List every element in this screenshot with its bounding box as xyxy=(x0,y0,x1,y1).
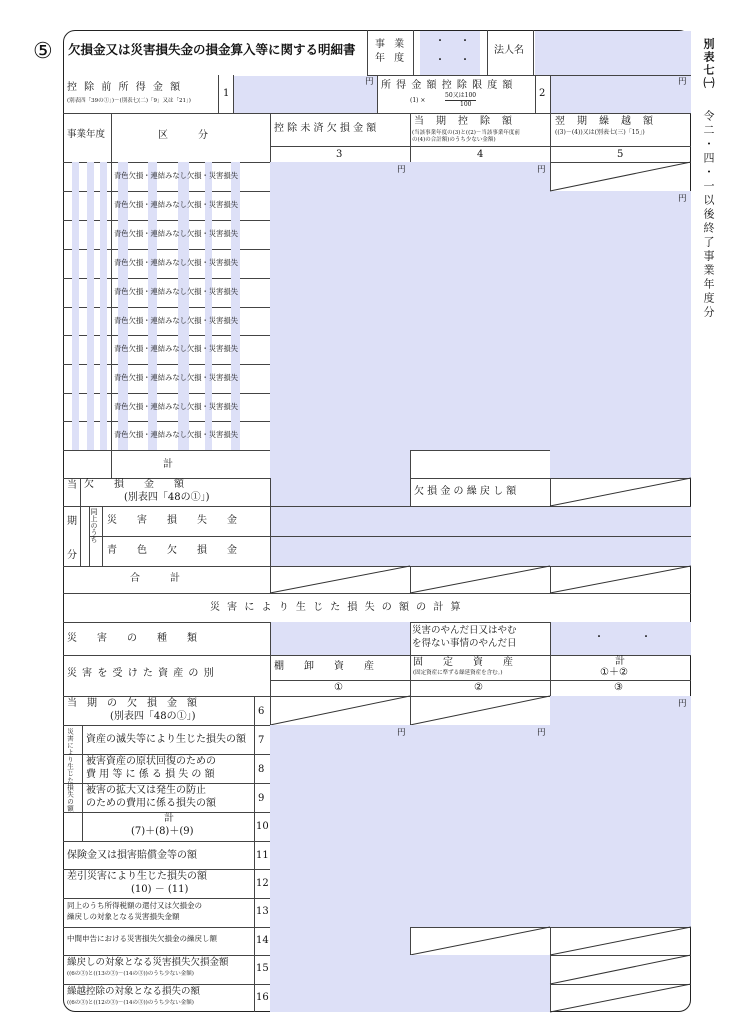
loss-row-label: 青色欠損・連結みなし欠損・災害損失 xyxy=(114,200,239,209)
input-cell[interactable] xyxy=(410,898,550,927)
year-input[interactable] xyxy=(72,249,79,278)
input-cell[interactable] xyxy=(270,364,410,393)
h-rule xyxy=(270,146,691,147)
col-2-label: ② xyxy=(474,682,483,693)
year-input[interactable] xyxy=(100,220,107,249)
v-rule xyxy=(254,696,255,1012)
current-tou: 当 xyxy=(67,480,77,491)
sum-label: 計 xyxy=(615,656,625,667)
diagonal-slash xyxy=(550,955,691,984)
row8-no: 8 xyxy=(258,764,265,775)
input-cell[interactable] xyxy=(550,898,691,927)
input-cell[interactable] xyxy=(550,393,691,421)
row16-no: 16 xyxy=(256,992,269,1003)
row8-sub: 費 用 等 に 係 る 損 失 の 額 xyxy=(86,769,215,780)
end-date-label: 災害のやんだ日又はやむ xyxy=(412,625,517,636)
form-title: 欠損金又は災害損失金の損金算入等に関する明細書 xyxy=(68,42,356,57)
input-cell[interactable] xyxy=(410,421,550,450)
input-cell[interactable] xyxy=(410,393,550,421)
row12-no: 12 xyxy=(256,878,269,889)
input-cell[interactable] xyxy=(270,249,410,278)
row10-no: 10 xyxy=(256,821,269,832)
input-cell[interactable] xyxy=(410,191,550,220)
col-category-header: 区 分 xyxy=(158,130,208,141)
year-input[interactable] xyxy=(100,307,107,335)
input-cell[interactable] xyxy=(550,249,691,278)
diagonal-slash xyxy=(550,927,691,955)
disaster-kind-label: 災 害 の 種 類 xyxy=(67,633,197,644)
side-form-label: 別表七㈠ xyxy=(702,38,715,90)
h-rule xyxy=(82,783,254,784)
year-input[interactable] xyxy=(100,191,107,220)
loss-row-label: 青色欠損・連結みなし欠損・災害損失 xyxy=(114,171,239,180)
input-cell[interactable] xyxy=(410,984,550,1012)
input-cell[interactable] xyxy=(270,955,410,984)
disaster-section-title: 災 害 に よ り 生 じ た 損 失 の 額 の 計 算 xyxy=(210,602,463,613)
input-cell[interactable] xyxy=(270,478,410,506)
year-input[interactable] xyxy=(87,335,94,364)
col-3-label: ③ xyxy=(614,682,623,693)
income-before-sub: (別表四「39の①」)－(別表七(二)「9」又は「21」) xyxy=(67,98,191,104)
income-before-input[interactable] xyxy=(233,76,377,113)
row16-label: 繰越控除の対象となる損失の額 xyxy=(67,986,201,997)
h-rule xyxy=(63,655,691,656)
input-cell[interactable] xyxy=(550,450,691,478)
refund-label: 欠 損 金 の 繰 戻 し 額 xyxy=(414,486,517,497)
row12-label: 差引災害により生じた損失の額 xyxy=(67,871,207,882)
input-cell[interactable] xyxy=(410,249,550,278)
input-cell[interactable] xyxy=(270,622,410,655)
input-cell[interactable] xyxy=(550,364,691,393)
v-rule xyxy=(233,75,234,113)
limit-amount-input[interactable] xyxy=(550,76,691,113)
h-rule xyxy=(82,754,254,755)
year-input[interactable] xyxy=(87,220,94,249)
limit-num: 50又は100 xyxy=(445,92,477,99)
row13-label: 同上のうち所得税額の還付又は欠損金の xyxy=(67,901,202,910)
diagonal-slash xyxy=(410,927,550,955)
row15-no: 15 xyxy=(256,963,269,974)
year-input[interactable] xyxy=(87,162,94,191)
corp-name-input[interactable] xyxy=(535,31,691,76)
v-rule xyxy=(102,506,103,566)
row11-no: 11 xyxy=(256,850,269,861)
input-cell[interactable] xyxy=(270,393,410,421)
h-rule xyxy=(89,536,691,537)
input-cell[interactable] xyxy=(550,307,691,335)
input-cell[interactable] xyxy=(550,421,691,450)
fixed-sub: (固定資産に準ずる繰延資産を含む。) xyxy=(413,670,503,676)
v-rule xyxy=(413,30,414,75)
row13-no: 13 xyxy=(256,906,269,917)
col3-number: 3 xyxy=(336,149,343,160)
col-year-header: 事業年度 xyxy=(67,129,106,140)
current-ki: 期 xyxy=(67,516,77,527)
row6-label: 当 期 の 欠 損 金 額 xyxy=(67,698,197,709)
input-cell[interactable] xyxy=(270,506,410,536)
input-cell[interactable] xyxy=(410,536,691,566)
asset-kind-label: 災 害 を 受 け た 資 産 の 別 xyxy=(67,668,215,679)
col4-sub1: (当該事業年度の(3)と((2)－当該事業年度前 xyxy=(412,130,520,136)
fy-sep-3: ・ xyxy=(435,55,445,66)
loss-row-label: 青色欠損・連結みなし欠損・災害損失 xyxy=(114,430,239,439)
saigai-loss-label: 災 害 損 失 金 xyxy=(107,515,237,526)
year-input[interactable] xyxy=(87,249,94,278)
col5-number: 5 xyxy=(617,149,624,160)
year-input[interactable] xyxy=(87,191,94,220)
row14-no: 14 xyxy=(256,935,269,946)
col4-sub2: の(4)の合計額)のうち少ない金額) xyxy=(412,137,496,143)
yen-unit: 円 xyxy=(678,194,687,204)
input-cell[interactable] xyxy=(410,307,550,335)
input-cell[interactable] xyxy=(550,191,691,220)
col5-sub: ((3)－(4))又は(別表七(三)「15」) xyxy=(555,129,645,136)
row6-no: 6 xyxy=(258,706,265,717)
input-cell[interactable] xyxy=(270,812,410,841)
loss-row-label: 青色欠損・連結みなし欠損・災害損失 xyxy=(114,402,239,411)
row9-no: 9 xyxy=(258,793,265,804)
input-cell[interactable] xyxy=(270,421,410,450)
input-cell[interactable] xyxy=(410,783,550,812)
input-cell[interactable] xyxy=(550,278,691,307)
yen-unit: 円 xyxy=(678,77,687,87)
input-cell[interactable] xyxy=(270,191,410,220)
year-input[interactable] xyxy=(100,393,107,421)
row7-label: 資産の滅失等により生じた損失の額 xyxy=(86,734,246,745)
loss-row-label: 青色欠損・連結みなし欠損・災害損失 xyxy=(114,258,239,267)
row9-label: 被害の拡大又は発生の防止 xyxy=(86,785,206,796)
year-input[interactable] xyxy=(100,364,107,393)
year-input[interactable] xyxy=(87,307,94,335)
limit-formula: (1) × xyxy=(410,97,426,104)
input-cell[interactable] xyxy=(410,812,550,841)
input-cell[interactable] xyxy=(270,536,410,566)
input-cell[interactable] xyxy=(550,622,691,655)
diagonal-slash xyxy=(550,162,691,191)
v-rule xyxy=(533,30,534,75)
loss-row-label: 青色欠損・連結みなし欠損・災害損失 xyxy=(114,316,239,325)
h-rule xyxy=(63,113,691,114)
yen-unit: 円 xyxy=(678,699,687,709)
input-cell[interactable] xyxy=(270,984,410,1012)
aoiro-loss-label: 青 色 欠 損 金 xyxy=(107,545,237,556)
input-cell[interactable] xyxy=(270,754,410,783)
loss-row-label: 青色欠損・連結みなし欠損・災害損失 xyxy=(114,229,239,238)
end-date-label-2: を得ない事情のやんだ日 xyxy=(412,638,517,649)
v-rule xyxy=(367,30,368,75)
h-rule xyxy=(270,680,691,681)
row10-sub: (7)＋(8)＋(9) xyxy=(131,826,194,837)
fiscal-year-input[interactable] xyxy=(420,31,480,76)
goukei-label: 合 計 xyxy=(130,573,180,584)
yen-unit: 円 xyxy=(537,728,546,738)
row-no-1: 1 xyxy=(223,88,230,99)
year-input[interactable] xyxy=(72,421,79,450)
input-cell[interactable] xyxy=(410,841,550,869)
input-cell[interactable] xyxy=(550,841,691,869)
form-number: ⑤ xyxy=(33,39,53,64)
diagonal-slash xyxy=(410,566,550,593)
year-input[interactable] xyxy=(100,249,107,278)
v-rule xyxy=(487,30,488,75)
diagonal-slash xyxy=(410,696,550,725)
v-rule xyxy=(111,113,112,478)
diagonal-slash xyxy=(550,984,691,1012)
year-input[interactable] xyxy=(72,162,79,191)
input-cell[interactable] xyxy=(550,696,691,725)
input-cell[interactable] xyxy=(410,725,550,754)
col-1-label: ① xyxy=(334,682,343,693)
input-cell[interactable] xyxy=(410,955,550,984)
year-input[interactable] xyxy=(72,364,79,393)
input-cell[interactable] xyxy=(550,725,691,754)
kesson-label: 欠 損 金 額 xyxy=(84,479,184,490)
input-cell[interactable] xyxy=(270,335,410,364)
doujou-label: 同上のうち xyxy=(90,508,98,543)
input-cell[interactable] xyxy=(550,812,691,841)
v-rule xyxy=(377,75,378,113)
year-input[interactable] xyxy=(100,162,107,191)
row6-sub: (別表四「48の①」) xyxy=(110,711,196,722)
row15-sub: ((6の③)と((13の③)－(14の③))のうち少ない金額) xyxy=(67,971,194,977)
row11-label: 保険金又は損害賠償金等の額 xyxy=(67,850,197,861)
row9-sub: のための費用に係る損失の額 xyxy=(86,798,216,809)
sum-formula: ①＋② xyxy=(600,667,628,678)
input-cell[interactable] xyxy=(410,335,550,364)
kesson-sub: (別表四「48の①」) xyxy=(124,492,210,503)
input-cell[interactable] xyxy=(270,725,410,754)
v-rule xyxy=(550,75,551,113)
inventory-label: 棚 卸 資 産 xyxy=(274,661,374,672)
input-cell[interactable] xyxy=(270,783,410,812)
h-rule xyxy=(63,506,691,507)
year-input[interactable] xyxy=(87,278,94,307)
input-cell[interactable] xyxy=(550,335,691,364)
input-cell[interactable] xyxy=(270,220,410,249)
row15-label: 繰戻しの対象となる災害損失欠損金額 xyxy=(67,957,229,968)
row7-no: 7 xyxy=(258,735,265,746)
row13-sub: 繰戻しの対象となる災害損失金額 xyxy=(67,912,180,921)
input-cell[interactable] xyxy=(550,783,691,812)
row8-label: 被害資産の原状回復のための xyxy=(86,756,216,767)
row14-label: 中間申告における災害損失欠損金の繰戻し額 xyxy=(67,934,217,943)
input-cell[interactable] xyxy=(550,220,691,249)
v-rule xyxy=(535,75,536,113)
input-cell[interactable] xyxy=(270,898,410,927)
input-cell[interactable] xyxy=(270,278,410,307)
input-cell[interactable] xyxy=(270,927,410,955)
input-cell[interactable] xyxy=(550,754,691,783)
year-input[interactable] xyxy=(72,393,79,421)
current-bun: 分 xyxy=(67,550,77,561)
input-cell[interactable] xyxy=(270,869,410,898)
input-cell[interactable] xyxy=(270,162,410,191)
year-input[interactable] xyxy=(72,335,79,364)
v-rule xyxy=(218,75,219,113)
input-cell[interactable] xyxy=(410,278,550,307)
fiscal-year-label: 事 業 年 度 xyxy=(375,39,408,64)
loss-row-label: 青色欠損・連結みなし欠損・災害損失 xyxy=(114,373,239,382)
year-input[interactable] xyxy=(72,278,79,307)
v-rule xyxy=(80,478,81,566)
row16-sub: ((6の③)と((12の③)－(14の③))のうち少ない金額) xyxy=(67,1000,194,1006)
diagonal-slash xyxy=(270,696,410,725)
fy-sep-2: ・ xyxy=(460,36,470,47)
col4-header: 当 期 控 除 額 xyxy=(414,116,513,127)
year-input[interactable] xyxy=(100,421,107,450)
year-input[interactable] xyxy=(87,421,94,450)
year-input[interactable] xyxy=(87,393,94,421)
limit-den: 100 xyxy=(460,101,472,108)
yen-unit: 円 xyxy=(397,728,406,738)
col4-number: 4 xyxy=(477,149,484,160)
fy-sep-4: ・ xyxy=(460,55,470,66)
end-date-sep-1: ・ xyxy=(594,632,604,643)
diagonal-slash xyxy=(270,566,410,593)
total-label: 計 xyxy=(163,459,173,470)
loss-row-label: 青色欠損・連結みなし欠損・災害損失 xyxy=(114,287,239,296)
input-cell[interactable] xyxy=(410,754,550,783)
limit-label: 所 得 金 額 控 除 限 度 額 xyxy=(381,80,514,91)
year-input[interactable] xyxy=(72,191,79,220)
input-cell[interactable] xyxy=(550,869,691,898)
yen-unit: 円 xyxy=(397,165,406,175)
input-cell[interactable] xyxy=(270,307,410,335)
fixed-label: 固 定 資 産 xyxy=(413,657,513,668)
row-no-2: 2 xyxy=(539,88,546,99)
h-rule xyxy=(63,593,691,594)
input-cell[interactable] xyxy=(410,220,550,249)
input-cell[interactable] xyxy=(410,506,691,536)
input-cell[interactable] xyxy=(410,364,550,393)
row10-label: 計 xyxy=(164,813,174,824)
input-cell[interactable] xyxy=(410,869,550,898)
side-period-label: 令二・四・一以後終了事業年度分 xyxy=(702,110,715,320)
diagonal-slash xyxy=(550,478,691,506)
corp-name-label: 法人名 xyxy=(494,45,524,56)
year-input[interactable] xyxy=(87,364,94,393)
loss-row-label: 青色欠損・連結みなし欠損・災害損失 xyxy=(114,344,239,353)
year-input[interactable] xyxy=(100,278,107,307)
input-cell[interactable] xyxy=(270,841,410,869)
year-input[interactable] xyxy=(72,307,79,335)
yen-unit: 円 xyxy=(537,165,546,175)
yen-unit: 円 xyxy=(365,77,374,87)
input-cell[interactable] xyxy=(270,450,410,478)
income-before-label: 控 除 前 所 得 金 額 xyxy=(67,82,183,93)
end-date-sep-2: ・ xyxy=(641,632,651,643)
row12-sub: (10) － (11) xyxy=(131,884,189,895)
year-input[interactable] xyxy=(72,220,79,249)
year-input[interactable] xyxy=(100,335,107,364)
col5-header: 翌 期 繰 越 額 xyxy=(555,116,654,127)
diagonal-slash xyxy=(550,566,691,593)
fy-sep-1: ・ xyxy=(435,36,445,47)
input-cell[interactable] xyxy=(410,162,550,191)
disaster-loss-vertical-label: 災害により生じた損失の額 xyxy=(66,728,74,812)
col3-header: 控 除 未 済 欠 損 金 額 xyxy=(274,123,377,134)
